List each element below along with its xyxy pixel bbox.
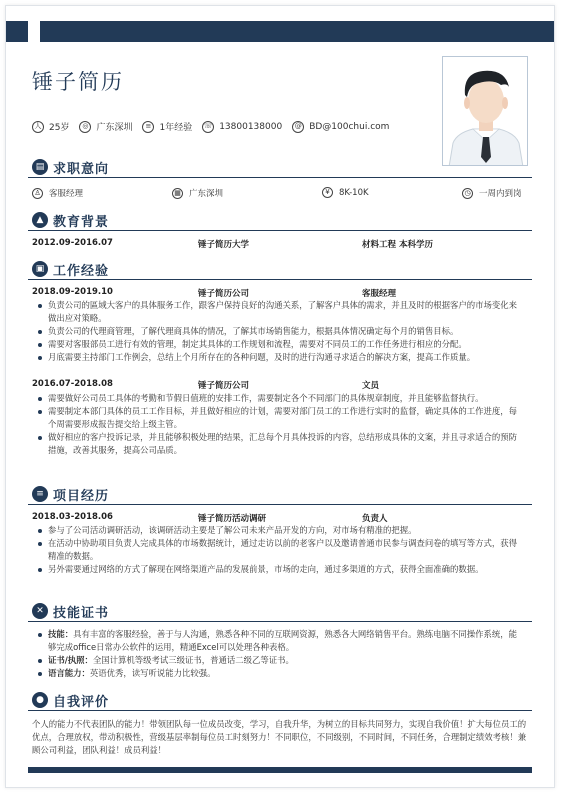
- phone-icon: ☏: [202, 121, 214, 133]
- education-period: 2012.09-2016.07: [32, 238, 113, 248]
- intent-position-text: 客服经理: [49, 189, 84, 199]
- graduation-cap-icon: ▲: [32, 212, 48, 228]
- section-title-intent: 求职意向: [53, 162, 110, 177]
- intent-arrival-text: 一周内到岗: [479, 189, 522, 199]
- info-email: [292, 121, 389, 133]
- skills-bullet-list: [36, 628, 524, 680]
- list-item: 月底需要主持部门工作例会，总结上个月所存在的各种问题，及时的进行沟通寻求适合的解决方案，提高工作质量。: [36, 351, 524, 364]
- experience-icon: ≡: [142, 121, 154, 133]
- profile-photo: [442, 56, 528, 166]
- list-item: 负责公司的區域大客户的具体服务工作，跟客户保持良好的沟通关系，了解客户具体的需求，并且及时的根据客户的市场变化来做出应对策略。: [36, 299, 524, 325]
- list-item: 负责公司的代理商管理，了解代理商具体的情况，了解其市场销售能力，根据具体情况确定每个月的销售目标。: [36, 325, 524, 338]
- info-location: [79, 120, 132, 133]
- work-company: 锤子简历公司: [198, 289, 250, 299]
- skill-label: 证书/执照：: [48, 655, 93, 666]
- briefcase-icon: ♙: [32, 188, 43, 199]
- project-period: 2018.03-2018.06: [32, 512, 113, 522]
- skill-text: 具有丰富的客服经验，善于与人沟通，熟悉各种不同的互联网资源，熟悉各大网络销售平台。熟练电脑不同操作系统，能够完成office日常办公软件的运用，精通Excel可以处理各种表格。: [48, 629, 517, 653]
- skill-label: 语言能力：: [48, 668, 90, 679]
- skill-label: 技能：: [48, 629, 74, 639]
- clock-icon: ◷: [462, 188, 473, 199]
- info-email-text[interactable]: BD@100chui.com: [309, 121, 390, 132]
- info-experience-text: 1年经验: [159, 123, 193, 133]
- work-title: 客服经理: [362, 289, 397, 299]
- list-item: 另外需要通过网络的方式了解现在网络渠道产品的发展前景，市场的走向，通过多渠道的方式，获得全面准确的数据。: [36, 563, 524, 576]
- top-banner-bar: [40, 21, 554, 42]
- section-title-work: 工作经验: [53, 264, 110, 279]
- building-icon: ▦: [172, 188, 183, 199]
- list-item: 参与了公司活动调研活动，该调研活动主要是了解公司未来产品开发的方向，对市场有精准的把握。: [36, 524, 524, 537]
- list-item: [36, 628, 524, 654]
- list-item: [36, 654, 524, 667]
- work-entry-header: [32, 287, 532, 299]
- info-phone-text: 13800138000: [219, 121, 283, 132]
- education-entry: [32, 238, 532, 250]
- top-banner: [6, 21, 554, 42]
- section-title-education: 教育背景: [53, 215, 110, 230]
- person-icon: 人: [32, 121, 44, 133]
- location-icon: ◎: [79, 121, 91, 133]
- briefcase-icon: ▣: [32, 261, 48, 277]
- work-title: 文员: [362, 381, 380, 391]
- intent-city: [172, 187, 223, 199]
- person-icon: ●: [32, 692, 48, 708]
- project-role: 负责人: [362, 514, 388, 524]
- section-header-work: [28, 260, 532, 280]
- skill-text: 英语优秀，读写听说能力比较强。: [89, 668, 216, 679]
- tools-icon: ✕: [32, 603, 48, 619]
- list-icon: ≡: [32, 486, 48, 502]
- section-header-self: [28, 691, 532, 711]
- project-name: 锤子简历活动调研: [198, 514, 267, 524]
- email-icon: @: [292, 121, 304, 133]
- info-age-text: 25岁: [49, 123, 70, 133]
- top-banner-block: [6, 21, 28, 42]
- section-title-self: 自我评价: [53, 695, 110, 710]
- intent-city-text: 广东深圳: [189, 189, 224, 199]
- work-period: 2016.07-2018.08: [32, 379, 113, 389]
- list-item: 在活动中协助项目负责人完成具体的市场数据统计，通过走访以前的老客户以及邀请普通市民参与调查问卷的填写等方式，获得精准的数据。: [36, 537, 524, 563]
- list-item: 做好相应的客户投诉记录，并且能够积极处理的结果，汇总每个月具体投诉的内容，总结形成具体的文案，并且寻求适合的预防措施，改善其服务，提高公司品质。: [36, 431, 524, 457]
- education-school: 锤子简历大学: [198, 240, 250, 250]
- document-icon: ▤: [32, 159, 48, 175]
- education-major: 材料工程 本科学历: [362, 240, 433, 250]
- list-item: 需要做好公司员工具体的考勤和节假日值班的安排工作，需要制定各个不同部门的具体规章制度，并且能够监督执行。: [36, 392, 524, 405]
- work-bullet-list: [36, 299, 524, 364]
- job-intent-row: [32, 187, 528, 201]
- work-company: 锤子简历公司: [198, 381, 250, 391]
- project-bullet-list: [36, 524, 524, 576]
- intent-arrival: [462, 187, 522, 199]
- section-header-skills: [28, 602, 532, 622]
- info-location-text: 广东深圳: [96, 123, 133, 133]
- basic-info-row: [32, 120, 399, 133]
- intent-salary: [322, 187, 369, 198]
- info-age: [32, 120, 69, 133]
- resume-page: [5, 5, 555, 788]
- list-item: 需要制定本部门具体的员工工作目标，并且做好相应的计划，需要对部门员工的工作进行实时的监督，确定具体的工作进度，每个周需要形成报告提交给上级主管。: [36, 405, 524, 431]
- section-header-education: [28, 211, 532, 231]
- list-item: 需要对客服部员工进行有效的管理，制定其具体的工作规划和流程，需要对不同员工的工作任务进行相应的分配。: [36, 338, 524, 351]
- skill-text: 全国计算机等级考试三级证书，普通话二级乙等证书。: [92, 655, 294, 666]
- intent-salary-text: 8K-10K: [339, 187, 369, 198]
- work-bullet-list: [36, 392, 524, 457]
- resume-name: 锤子简历: [32, 70, 124, 94]
- list-item: [36, 667, 524, 680]
- section-title-project: 项目经历: [53, 489, 110, 504]
- work-period: 2018.09-2019.10: [32, 287, 113, 297]
- avatar-illustration: [443, 57, 528, 166]
- project-entry-header: [32, 512, 532, 524]
- section-header-intent: [28, 158, 532, 178]
- work-entry-header: [32, 379, 532, 391]
- info-phone: [202, 121, 282, 133]
- bottom-banner: [28, 767, 532, 773]
- intent-position: [32, 187, 83, 199]
- info-experience: [142, 120, 192, 133]
- self-evaluation-text: 个人的能力不代表团队的能力！带领团队每一位成员改变，学习，自我升华，为树立的目标共同努力，实现自我价值！扩大每位员工的优点，合理放权，带动积极性，营级基层率制每位员工时刻努力！不同职位，不同级别，不同时间，不同任务，合理制定绩效考核！兼顾公司利益，团队利益！成员利益！: [32, 719, 527, 756]
- yuan-icon: ¥: [322, 187, 333, 198]
- section-header-project: [28, 485, 532, 505]
- section-title-skills: 技能证书: [53, 606, 110, 621]
